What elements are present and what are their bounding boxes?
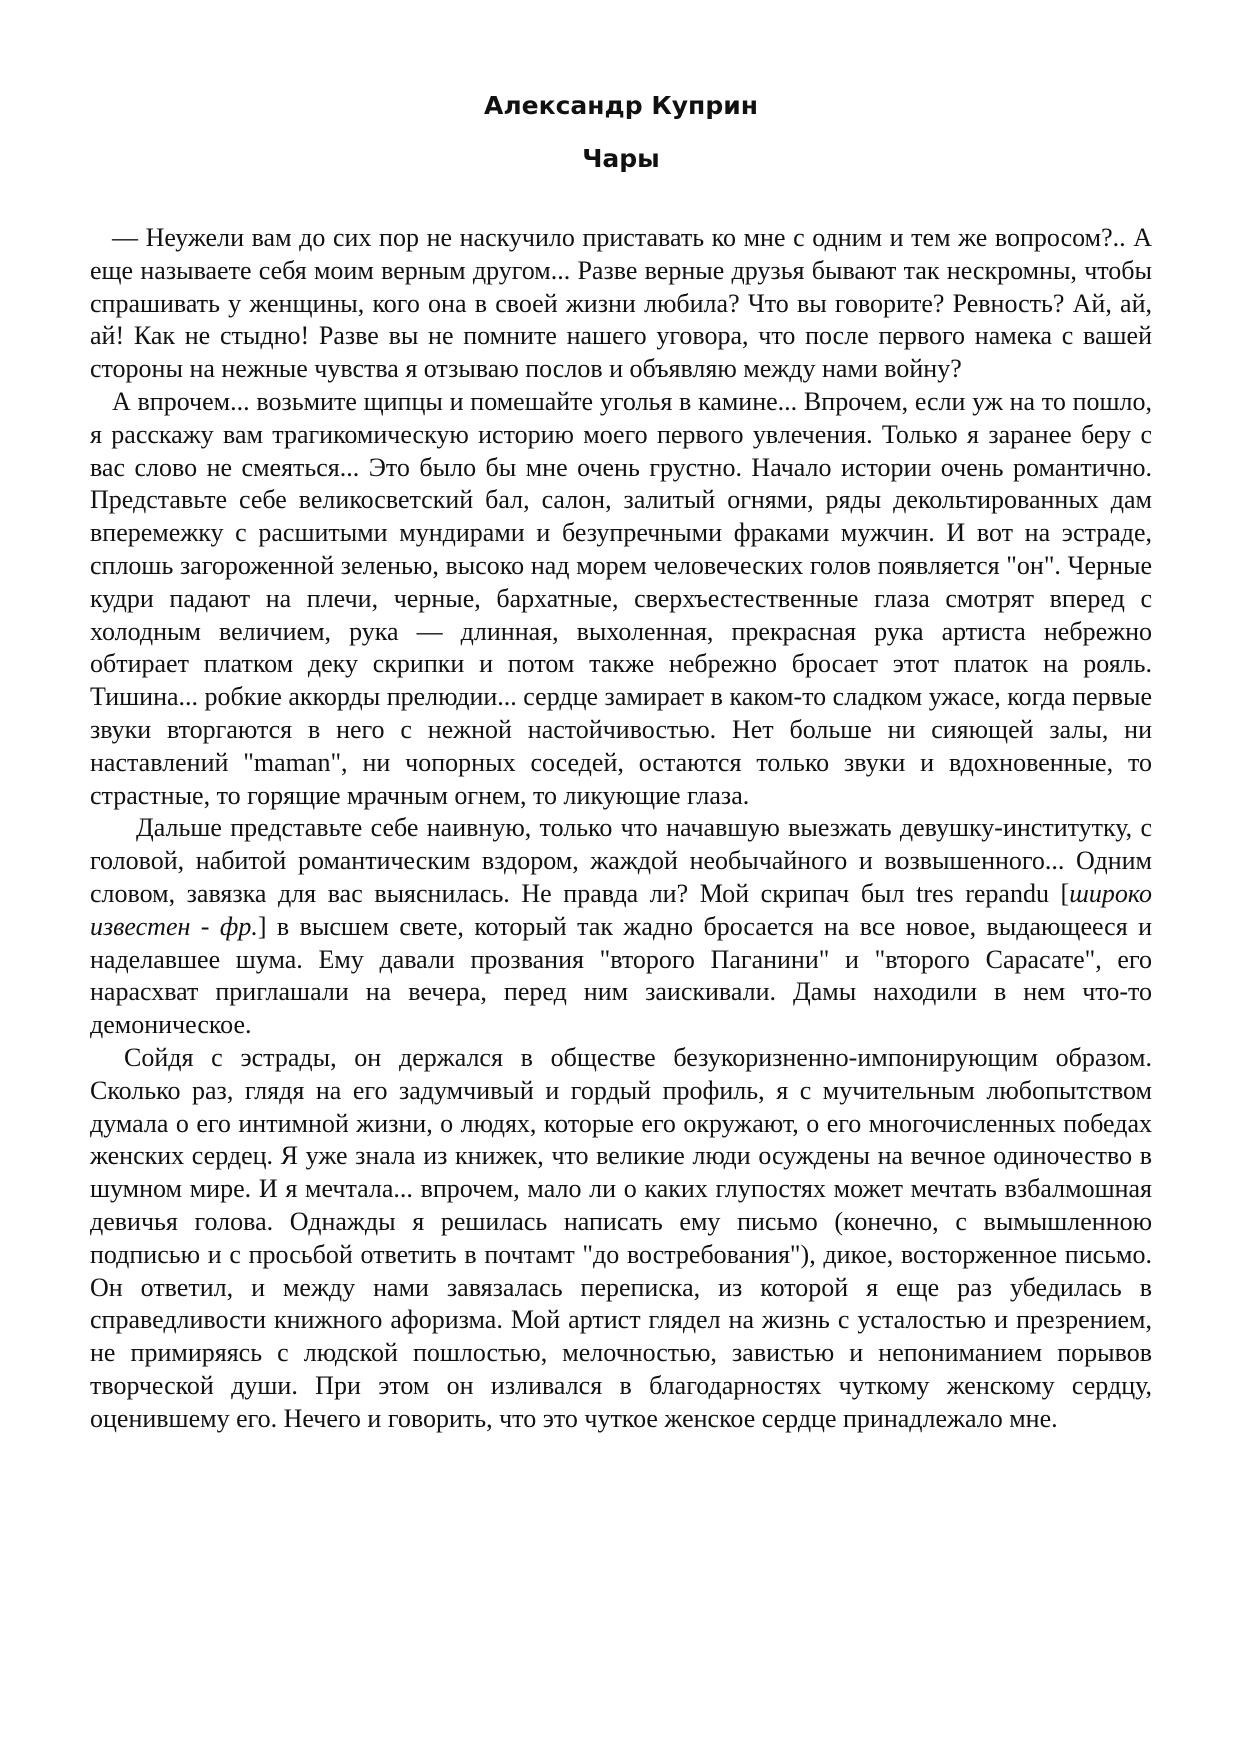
- paragraph-4: Сойдя с эстрады, он держался в обществе безукоризненно-импонирующим образом. Сколько раз, глядя на его задумчивый и гордый профиль, я с мучительным любопытством думала о его интимной жизни, о людях, которые его окружают, о его многочисленных победах женских сердец. Я уже знала из книжек, что великие люди осуждены на вечное одиночество в шумном мире. И я мечтала... впрочем, мало ли о каких глупостях может мечтать взбалмошная девичья голова. Однажды я решилась написать ему письмо (конечно, с вымышленною подписью и с просьбой ответить в почтамт "до востребования"), дикое, восторженное письмо. Он ответил, и между нами завязалась переписка, из которой я еще раз убедилась в справедливости книжного афоризма. Мой артист глядел на жизнь с усталостью и презрением, не примиряясь с людской пошлостью, мелочностью, завистью и непониманием порывов творческой души. При этом он изливался в благодарностях чуткому женскому сердцу, оценившему его. Нечего и говорить, что это чуткое женское сердце принадлежало мне.: [90, 1042, 1152, 1433]
- paragraph-3: [90, 812, 1152, 1042]
- paragraph-1: — Неужели вам до сих пор не наскучило приставать ко мне с одним и тем же вопросом?.. А еще называете себя моим верным другом... Разве верные друзья бывают так нескромны, чтобы спрашивать у женщины, кого она в своей жизни любила? Что вы говорите? Ревность? Ай, ай, ай! Как не стыдно! Разве вы не помните нашего уговора, что после первого намека с вашей стороны на нежные чувства я отзываю послов и объявляю между нами войну?: [90, 223, 1152, 384]
- author-name: Александр Куприн: [483, 91, 759, 120]
- story-text: [90, 222, 1152, 1435]
- translator-note: широко известен - фр.: [90, 878, 1152, 941]
- paragraph-3-start: Дальше представьте себе наивную, только что начавшую выезжать девушку-институтку, с головой, набитой романтическим вздором, жаждой необычайного и возвышенного... Одним словом, завязка для вас выяснилась. Не правда ли? Мой скрипач был tres repandu [: [90, 813, 1152, 908]
- paragraph-2: А впрочем... возьмите щипцы и помешайте уголья в камине... Впрочем, если уж на то пошло, я расскажу вам трагикомическую историю моего первого увлечения. Только я заранее беру с вас слово не смеяться... Это было бы мне очень грустно. Начало истории очень романтично. Представьте себе великосветский бал, салон, залитый огнями, ряды декольтированных дам вперемежку с расшитыми мундирами и безупречными фраками мужчин. И вот на эстраде, сплошь загороженной зеленью, высоко над морем человеческих голов появляется "он". Черные кудри падают на плечи, черные, бархатные, сверхъестественные глаза смотрят вперед с холодным величием, рука — длинная, выхоленная, прекрасная рука артиста небрежно обтирает платком деку скрипки и потом также небрежно бросает этот платок на рояль. Тишина... робкие аккорды прелюдии... сердце замирает в каком-то сладком ужасе, когда первые звуки вторгаются в него с нежной настойчивостью. Нет больше ни сияющей залы, ни наставлений "maman", ни чопорных соседей, остаются только звуки и вдохновенные, то страстные, то горящие мрачным огнем, то ликующие глаза.: [90, 386, 1152, 810]
- paragraph-3-end: ] в высшем свете, который так жадно бросается на все новое, выдающееся и наделавшее шума. Ему давали прозвания "второго Паганини" и "второго Сарасате", его нарасхват приглашали на вечера, перед ним заискивали. Дамы находили в нем что-то демоническое.: [90, 911, 1152, 1040]
- story-title: Чары: [582, 144, 660, 173]
